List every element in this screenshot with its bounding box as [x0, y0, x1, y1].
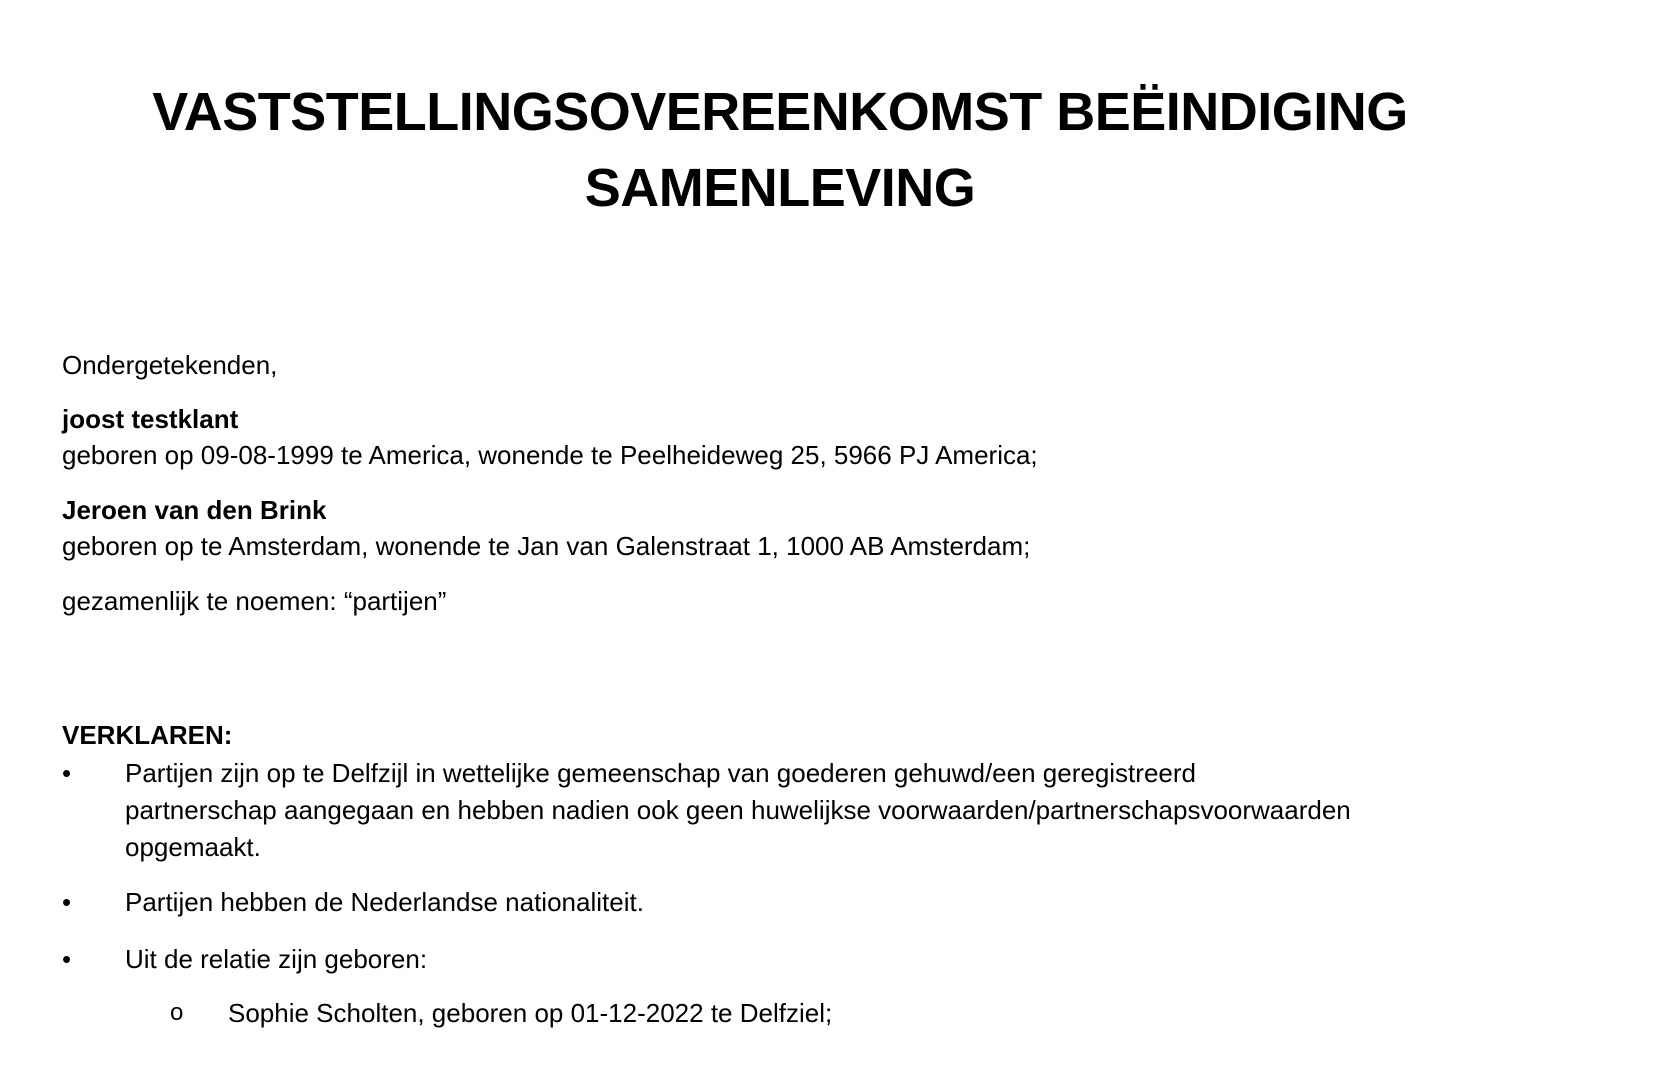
title-line-2: SAMENLEVING [584, 158, 976, 218]
document-title [60, 74, 1500, 226]
declaration-1-line-2: partnerschap aangegaan en hebben nadien ook geen huwelijkse voorwaarden/partnerschapsvoorwaarden [125, 795, 1351, 825]
sub-bullet-icon: o [170, 999, 184, 1026]
declaration-1-line-3: opgemaakt. [125, 832, 261, 862]
declaration-1-line-1: Partijen zijn op te Delfzijl in wettelijke gemeenschap van goederen gehuwd/een geregistreerd [125, 758, 1196, 788]
declaration-3-line-1: Uit de relatie zijn geboren: [125, 944, 428, 974]
party1-name: joost testklant [62, 404, 239, 434]
collective-text: gezamenlijk te noemen: “partijen” [62, 586, 447, 616]
bullet-icon: • [62, 944, 72, 974]
bullet-icon: • [62, 758, 72, 788]
party1-details: geboren op 09-08-1999 te America, wonende te Peelheideweg 25, 5966 PJ America; [62, 440, 1038, 470]
title-line-1: VASTSTELLINGSOVEREENKOMST BEËINDIGING [152, 82, 1408, 142]
child-1: Sophie Scholten, geboren op 01-12-2022 te Delfziel; [228, 998, 833, 1028]
party2-name: Jeroen van den Brink [62, 495, 327, 525]
bullet-icon: • [62, 887, 72, 917]
declaration-2-line-1: Partijen hebben de Nederlandse nationaliteit. [125, 887, 644, 917]
party2-details: geboren op te Amsterdam, wonende te Jan van Galenstraat 1, 1000 AB Amsterdam; [62, 531, 1031, 561]
declare-heading: VERKLAREN: [62, 720, 233, 750]
intro-text: Ondergetekenden, [62, 350, 278, 380]
